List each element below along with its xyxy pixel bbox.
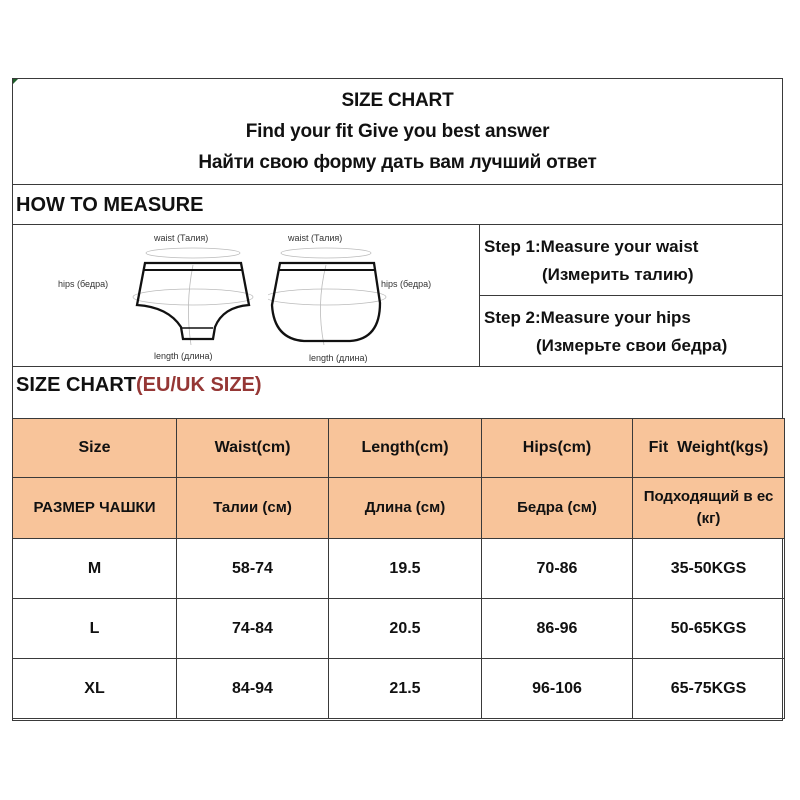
- measure-steps: [480, 225, 782, 366]
- header-length-ru: Длина (см): [329, 478, 482, 539]
- table-row: [13, 599, 785, 659]
- step-1-russian: (Измерить талию): [542, 265, 694, 284]
- header-hips-ru: Бедра (см): [482, 478, 633, 539]
- size-chart-title: SIZE CHART: [16, 374, 136, 396]
- length-label-left: length (длина): [154, 351, 213, 361]
- header-size-ru: РАЗМЕР ЧАШКИ: [13, 478, 177, 539]
- waist-cell: 58-74: [177, 539, 329, 599]
- size-cell: XL: [13, 659, 177, 719]
- subtitle-english: Find your fit Give you best answer: [245, 121, 550, 142]
- header-length: Length(cm): [329, 419, 482, 478]
- length-label-right: length (длина): [309, 353, 368, 363]
- waist-cell: 84-94: [177, 659, 329, 719]
- header-weight: Fit Weight(kgs): [633, 419, 785, 478]
- header-row-russian: [13, 478, 785, 539]
- step-2-russian: (Измерьте свои бедра): [536, 336, 728, 355]
- length-cell: 19.5: [329, 539, 482, 599]
- step-1: [480, 225, 782, 296]
- step-1-english: Step 1:Measure your waist: [484, 237, 699, 256]
- waist-cell: 74-84: [177, 599, 329, 659]
- weight-cell: 35-50KGS: [633, 539, 785, 599]
- size-table: [12, 418, 785, 719]
- length-cell: 21.5: [329, 659, 482, 719]
- size-chart-region: (EU/UK SIZE): [136, 374, 262, 396]
- hips-label-right: hips (бедра): [381, 279, 432, 289]
- hips-cell: 86-96: [482, 599, 633, 659]
- weight-cell: 50-65KGS: [633, 599, 785, 659]
- waist-label-left: waist (Талия): [154, 233, 209, 243]
- measure-section: [13, 225, 782, 367]
- weight-cell: 65-75KGS: [633, 659, 785, 719]
- header-weight-ru: Подходящий в ес (кг): [633, 478, 785, 539]
- size-chart-document: [12, 78, 783, 721]
- table-row: [13, 539, 785, 599]
- step-2-english: Step 2:Measure your hips: [484, 308, 691, 327]
- size-cell: L: [13, 599, 177, 659]
- header-waist: Waist(cm): [177, 419, 329, 478]
- size-cell: M: [13, 539, 177, 599]
- header-hips: Hips(cm): [482, 419, 633, 478]
- briefs-front-icon: [113, 245, 263, 355]
- header-row-english: [13, 419, 785, 478]
- briefs-back-icon: [268, 245, 398, 355]
- waist-label-right: waist (Талия): [288, 233, 343, 243]
- step-2: [480, 296, 782, 367]
- length-cell: 20.5: [329, 599, 482, 659]
- hips-cell: 96-106: [482, 659, 633, 719]
- hips-cell: 70-86: [482, 539, 633, 599]
- header-waist-ru: Талии (см): [177, 478, 329, 539]
- size-chart-heading: [13, 367, 782, 418]
- header-size: Size: [13, 419, 177, 478]
- subtitle-russian: Найти свою форму дать вам лучший ответ: [198, 152, 597, 173]
- table-row: [13, 659, 785, 719]
- measurement-diagram: [13, 225, 480, 366]
- hips-label-left: hips (бедра): [58, 279, 109, 289]
- title-block: [13, 79, 782, 185]
- how-to-measure-heading: HOW TO MEASURE: [13, 185, 782, 225]
- page-title: SIZE CHART: [341, 90, 454, 111]
